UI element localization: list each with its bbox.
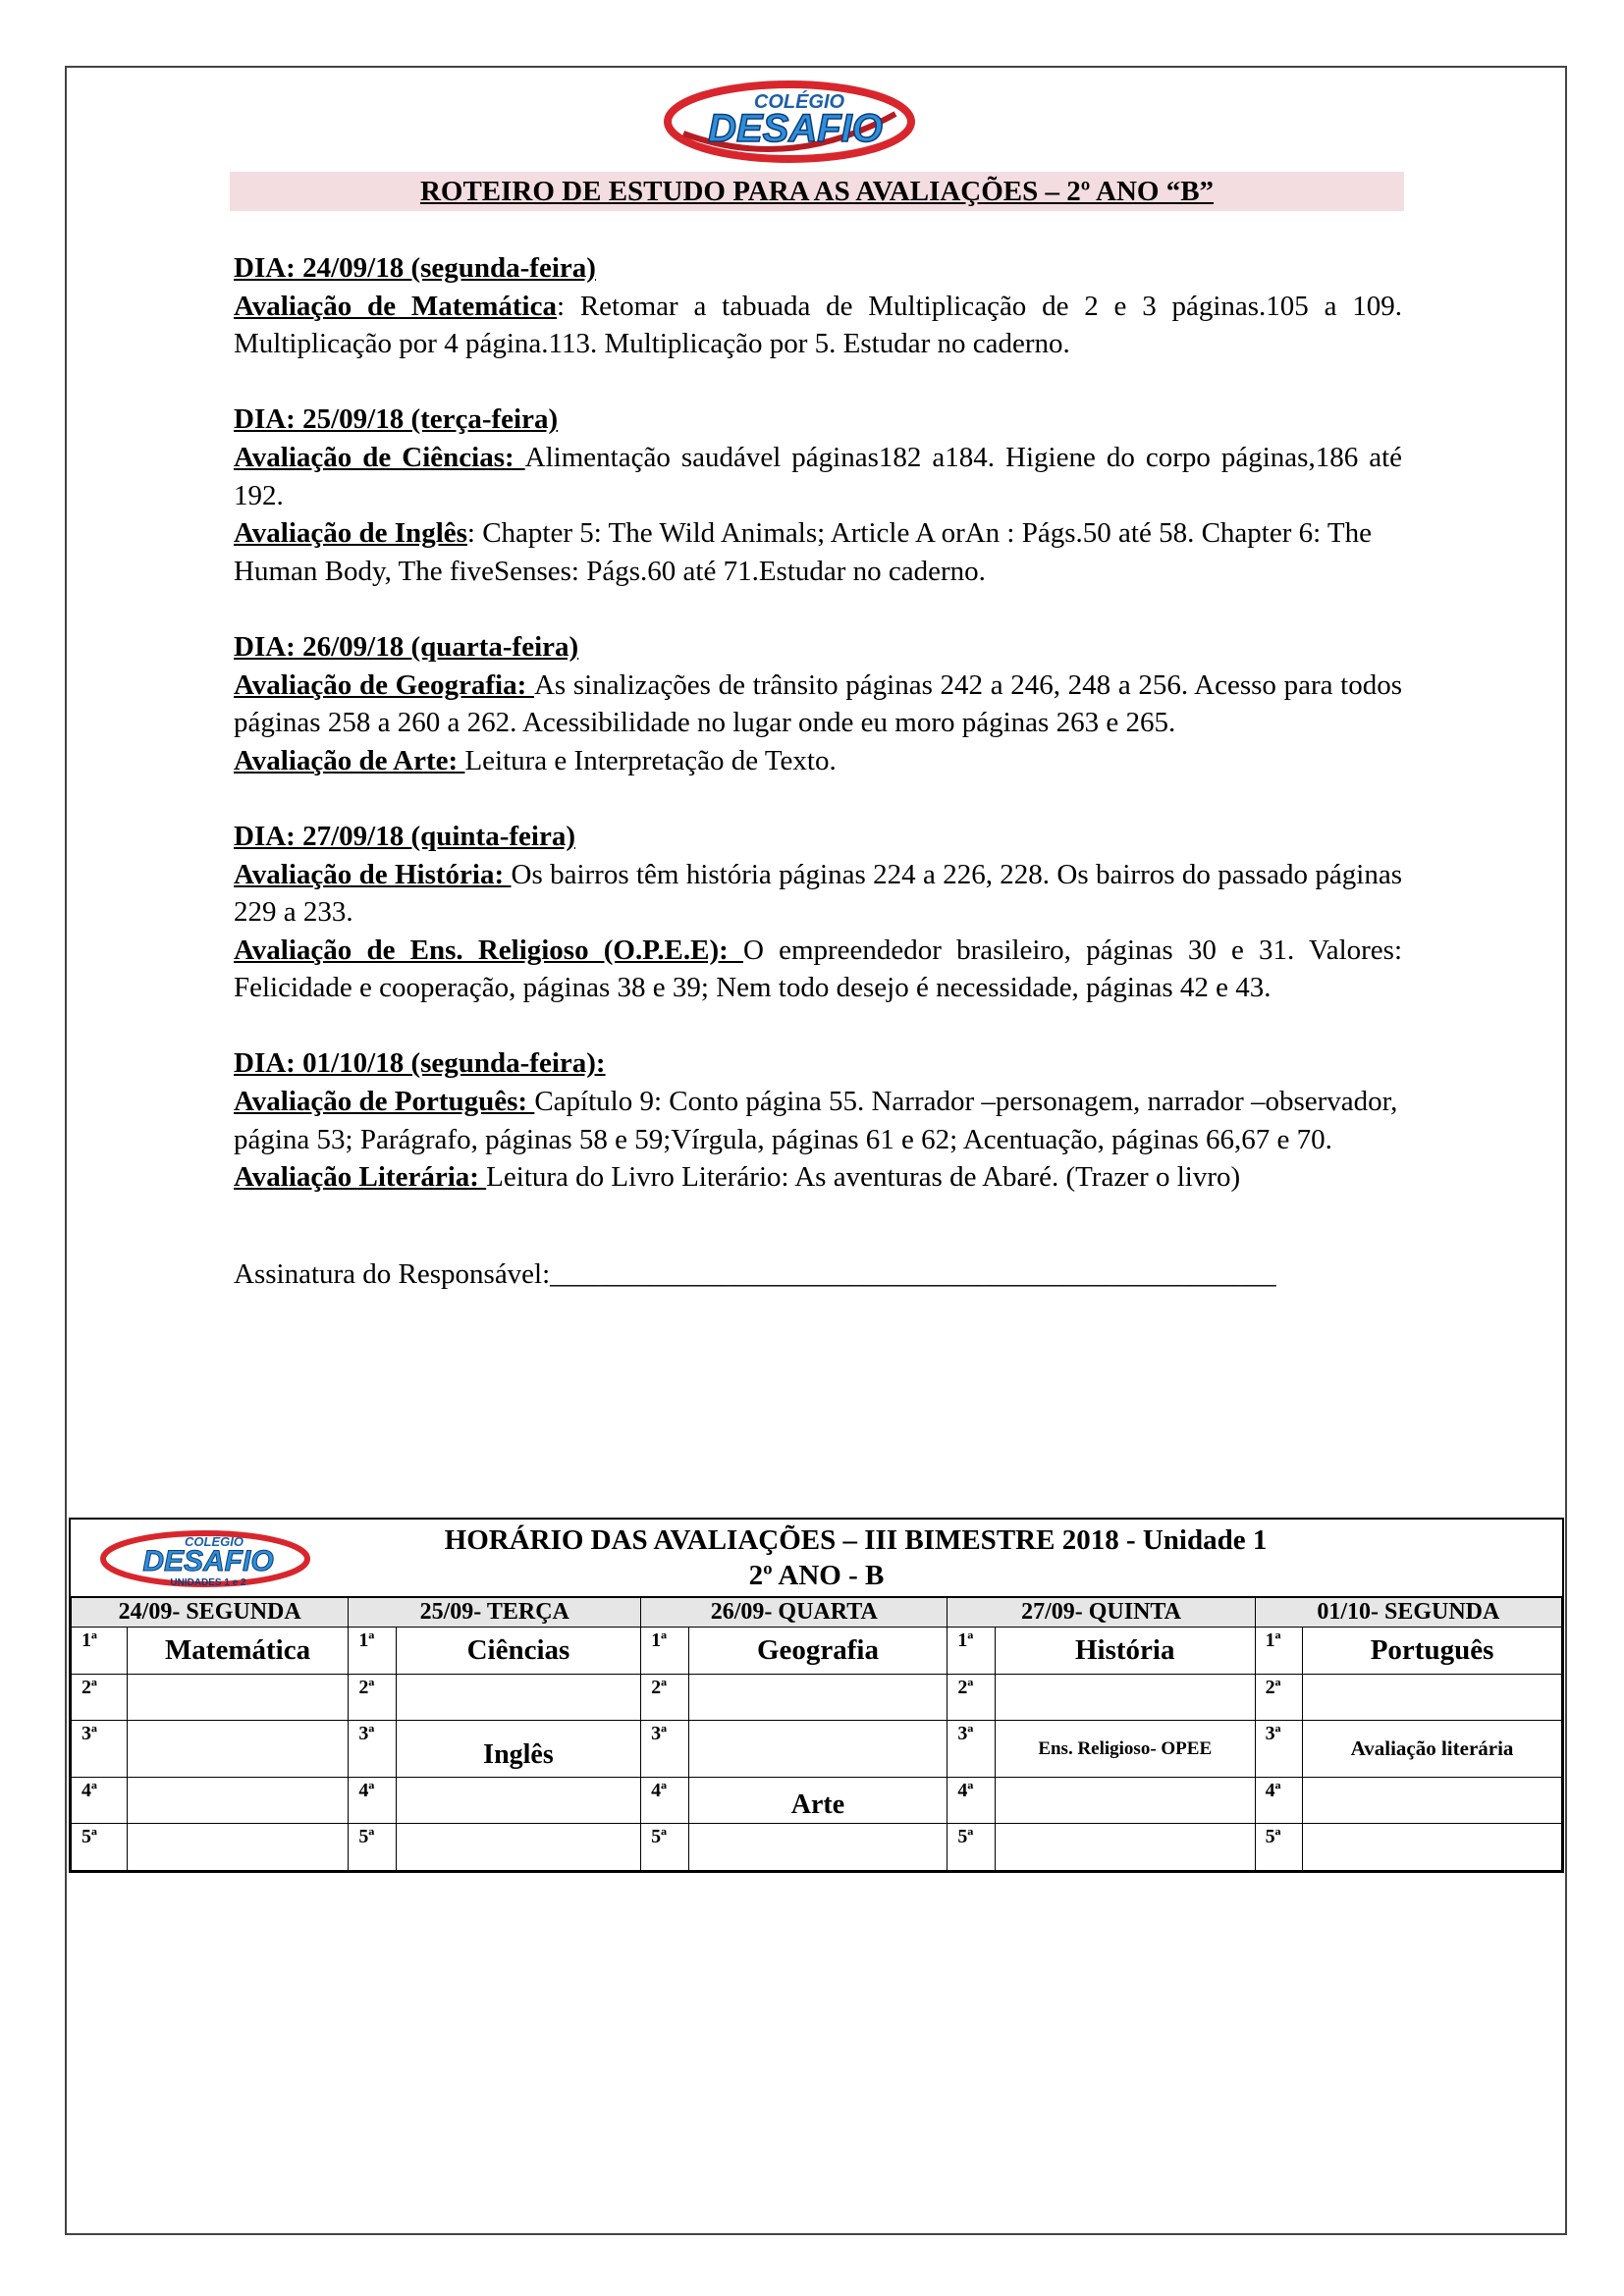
period-row (72, 1778, 1562, 1824)
svg-text:DESAFIO: DESAFIO (142, 1545, 274, 1577)
subject-label: Avaliação de Ens. Religioso (O.P.E.E): (234, 934, 743, 966)
period-number: 2ª (349, 1675, 396, 1721)
day-section (234, 818, 1402, 1007)
subject-label: Avaliação de Inglês (234, 517, 467, 550)
period-number: 3ª (1255, 1721, 1302, 1778)
day-title: DIA: 26/09/18 (quarta-feira) (234, 630, 579, 663)
schedule-cell (396, 1778, 640, 1824)
days-header-row (72, 1598, 1562, 1628)
subject-label: Avaliação de Ciências: (234, 441, 525, 473)
schedule-cell (396, 1824, 640, 1871)
assessment-text: Alimentação saudável páginas182 a184. Higiene do corpo páginas,186 até 192. (234, 441, 1402, 511)
schedule-cell: Geografia (688, 1628, 947, 1675)
assessment-entry (234, 1083, 1402, 1158)
schedule-cell (1303, 1778, 1562, 1824)
period-number: 3ª (72, 1721, 128, 1778)
svg-text:COLÉGIO: COLÉGIO (753, 91, 845, 113)
signature-line: Assinatura do Responsável:___________________________________________________ (234, 1257, 1276, 1290)
document-title: ROTEIRO DE ESTUDO PARA AS AVALIAÇÕES – 2º ANO “B” (419, 176, 1215, 207)
schedule-cell (396, 1675, 640, 1721)
assessment-entry (234, 742, 1402, 780)
period-number: 4ª (72, 1778, 128, 1824)
period-number: 2ª (947, 1675, 995, 1721)
study-guide (234, 249, 1402, 1321)
assessment-entry (234, 1158, 1402, 1197)
assessment-entry (234, 439, 1402, 514)
assessment-entry (234, 288, 1402, 363)
day-section (234, 628, 1402, 779)
period-number: 4ª (641, 1778, 688, 1824)
assessment-text: Leitura e Interpretação de Texto. (464, 744, 837, 776)
schedule-cell: Inglês (396, 1721, 640, 1778)
period-number: 1ª (72, 1628, 128, 1675)
schedule-cell: História (995, 1628, 1255, 1675)
period-number: 3ª (641, 1721, 688, 1778)
assessment-entry (234, 667, 1402, 742)
assessment-text: Leitura do Livro Literário: As aventuras de Abaré. (Trazer o livro) (486, 1161, 1241, 1194)
svg-text:UNIDADES 1 e 2: UNIDADES 1 e 2 (170, 1577, 246, 1588)
schedule-cell (127, 1721, 349, 1778)
assessment-entry (234, 932, 1402, 1007)
schedule-cell (127, 1824, 349, 1871)
assessment-text: Os bairros têm história páginas 224 a 226, 228. Os bairros do passado páginas 229 a 233. (234, 858, 1402, 929)
subject-label: Avaliação Literária: (234, 1161, 487, 1194)
day-header: 24/09- SEGUNDA (72, 1598, 349, 1628)
period-number: 4ª (349, 1778, 396, 1824)
period-number: 1ª (349, 1628, 396, 1675)
period-number: 3ª (947, 1721, 995, 1778)
period-row (72, 1824, 1562, 1871)
school-logo (664, 75, 915, 165)
period-number: 1ª (1255, 1628, 1302, 1675)
period-row (72, 1721, 1562, 1778)
schedule-cell: Matemática (127, 1628, 349, 1675)
period-number: 5ª (1255, 1824, 1302, 1871)
period-row (72, 1628, 1562, 1675)
day-title: DIA: 27/09/18 (quinta-feira) (234, 820, 575, 852)
period-number: 2ª (1255, 1675, 1302, 1721)
schedule-cell (127, 1675, 349, 1721)
period-number: 2ª (641, 1675, 688, 1721)
schedule-cell (688, 1675, 947, 1721)
schedule-cell (1303, 1824, 1562, 1871)
day-section (234, 1044, 1402, 1196)
subject-label: Avaliação de Geografia: (234, 668, 534, 701)
period-number: 5ª (947, 1824, 995, 1871)
schedule-cell (688, 1824, 947, 1871)
day-section (234, 249, 1402, 363)
day-header: 27/09- QUINTA (947, 1598, 1255, 1628)
schedule-cell (995, 1675, 1255, 1721)
schedule-cell (995, 1824, 1255, 1871)
assessment-text: O empreendedor brasileiro, páginas 30 e 31. Valores: Felicidade e cooperação, páginas 38 e 39; Nem todo desejo é necessidade, páginas 42 e 43. (234, 934, 1402, 1004)
svg-text:DESAFIO: DESAFIO (708, 107, 883, 150)
period-row (72, 1675, 1562, 1721)
period-number: 4ª (947, 1778, 995, 1824)
title-band (230, 172, 1404, 211)
schedule-cell: Ens. Religioso- OPEE (995, 1721, 1255, 1778)
assessment-text: Capítulo 9: Conto página 55. Narrador –personagem, narrador –observador, página 53; Parágrafo, páginas 58 e 59;Vírgula, páginas 61 e 62; Acentuação, páginas 66,67 e 70. (234, 1086, 1398, 1155)
period-number: 5ª (349, 1824, 396, 1871)
schedule-cell: Ciências (396, 1628, 640, 1675)
assessment-text: As sinalizações de trânsito páginas 242 a 246, 248 a 256. Acesso para todos páginas 258 a 260 a 262. Acessibilidade no lugar onde eu moro páginas 263 e 265. (234, 668, 1403, 739)
day-section (234, 400, 1402, 590)
subject-label: Avaliação de Português: (234, 1086, 535, 1118)
schedule-cell (688, 1721, 947, 1778)
assessment-entry (234, 856, 1402, 932)
day-title: DIA: 25/09/18 (terça-feira) (234, 403, 559, 436)
schedule-subtitle: 2º ANO - B (748, 1560, 885, 1591)
period-number: 5ª (641, 1824, 688, 1871)
schedule-cell: Português (1303, 1628, 1562, 1675)
school-logo-small (98, 1526, 312, 1591)
day-header: 26/09- QUARTA (641, 1598, 947, 1628)
schedule-cell (1303, 1675, 1562, 1721)
period-number: 1ª (641, 1628, 688, 1675)
schedule-cell (995, 1778, 1255, 1824)
schedule-title: HORÁRIO DAS AVALIAÇÕES – III BIMESTRE 2018 - Unidade 1 (444, 1524, 1268, 1556)
assessment-entry (234, 514, 1402, 590)
period-number: 4ª (1255, 1778, 1302, 1824)
schedule-cell: Avaliação literária (1303, 1721, 1562, 1778)
assessment-text: : Chapter 5: The Wild Animals; Article A orAn : Págs.50 até 58. Chapter 6: The Human Body, The fiveSenses: Págs.60 até 71.Estudar no caderno. (234, 517, 1372, 587)
day-title: DIA: 01/10/18 (segunda-feira): (234, 1047, 606, 1080)
subject-label: Avaliação de História: (234, 858, 512, 890)
day-header: 01/10- SEGUNDA (1255, 1598, 1561, 1628)
period-number: 5ª (72, 1824, 128, 1871)
svg-text:COLÉGIO: COLÉGIO (185, 1534, 244, 1549)
period-number: 1ª (947, 1628, 995, 1675)
schedule-grid (71, 1597, 1562, 1871)
period-number: 2ª (72, 1675, 128, 1721)
schedule-cell (127, 1778, 349, 1824)
day-header: 25/09- TERÇA (349, 1598, 641, 1628)
assessment-text: : Retomar a tabuada de Multiplicação de 2 e 3 páginas.105 a 109. Multiplicação por 4 página.113. Multiplicação por 5. Estudar no caderno. (234, 290, 1403, 360)
subject-label: Avaliação de Arte: (234, 744, 465, 776)
period-number: 3ª (349, 1721, 396, 1778)
day-title: DIA: 24/09/18 (segunda-feira) (234, 252, 596, 284)
schedule-cell: Arte (688, 1778, 947, 1824)
subject-label: Avaliação de Matemática (234, 290, 557, 322)
